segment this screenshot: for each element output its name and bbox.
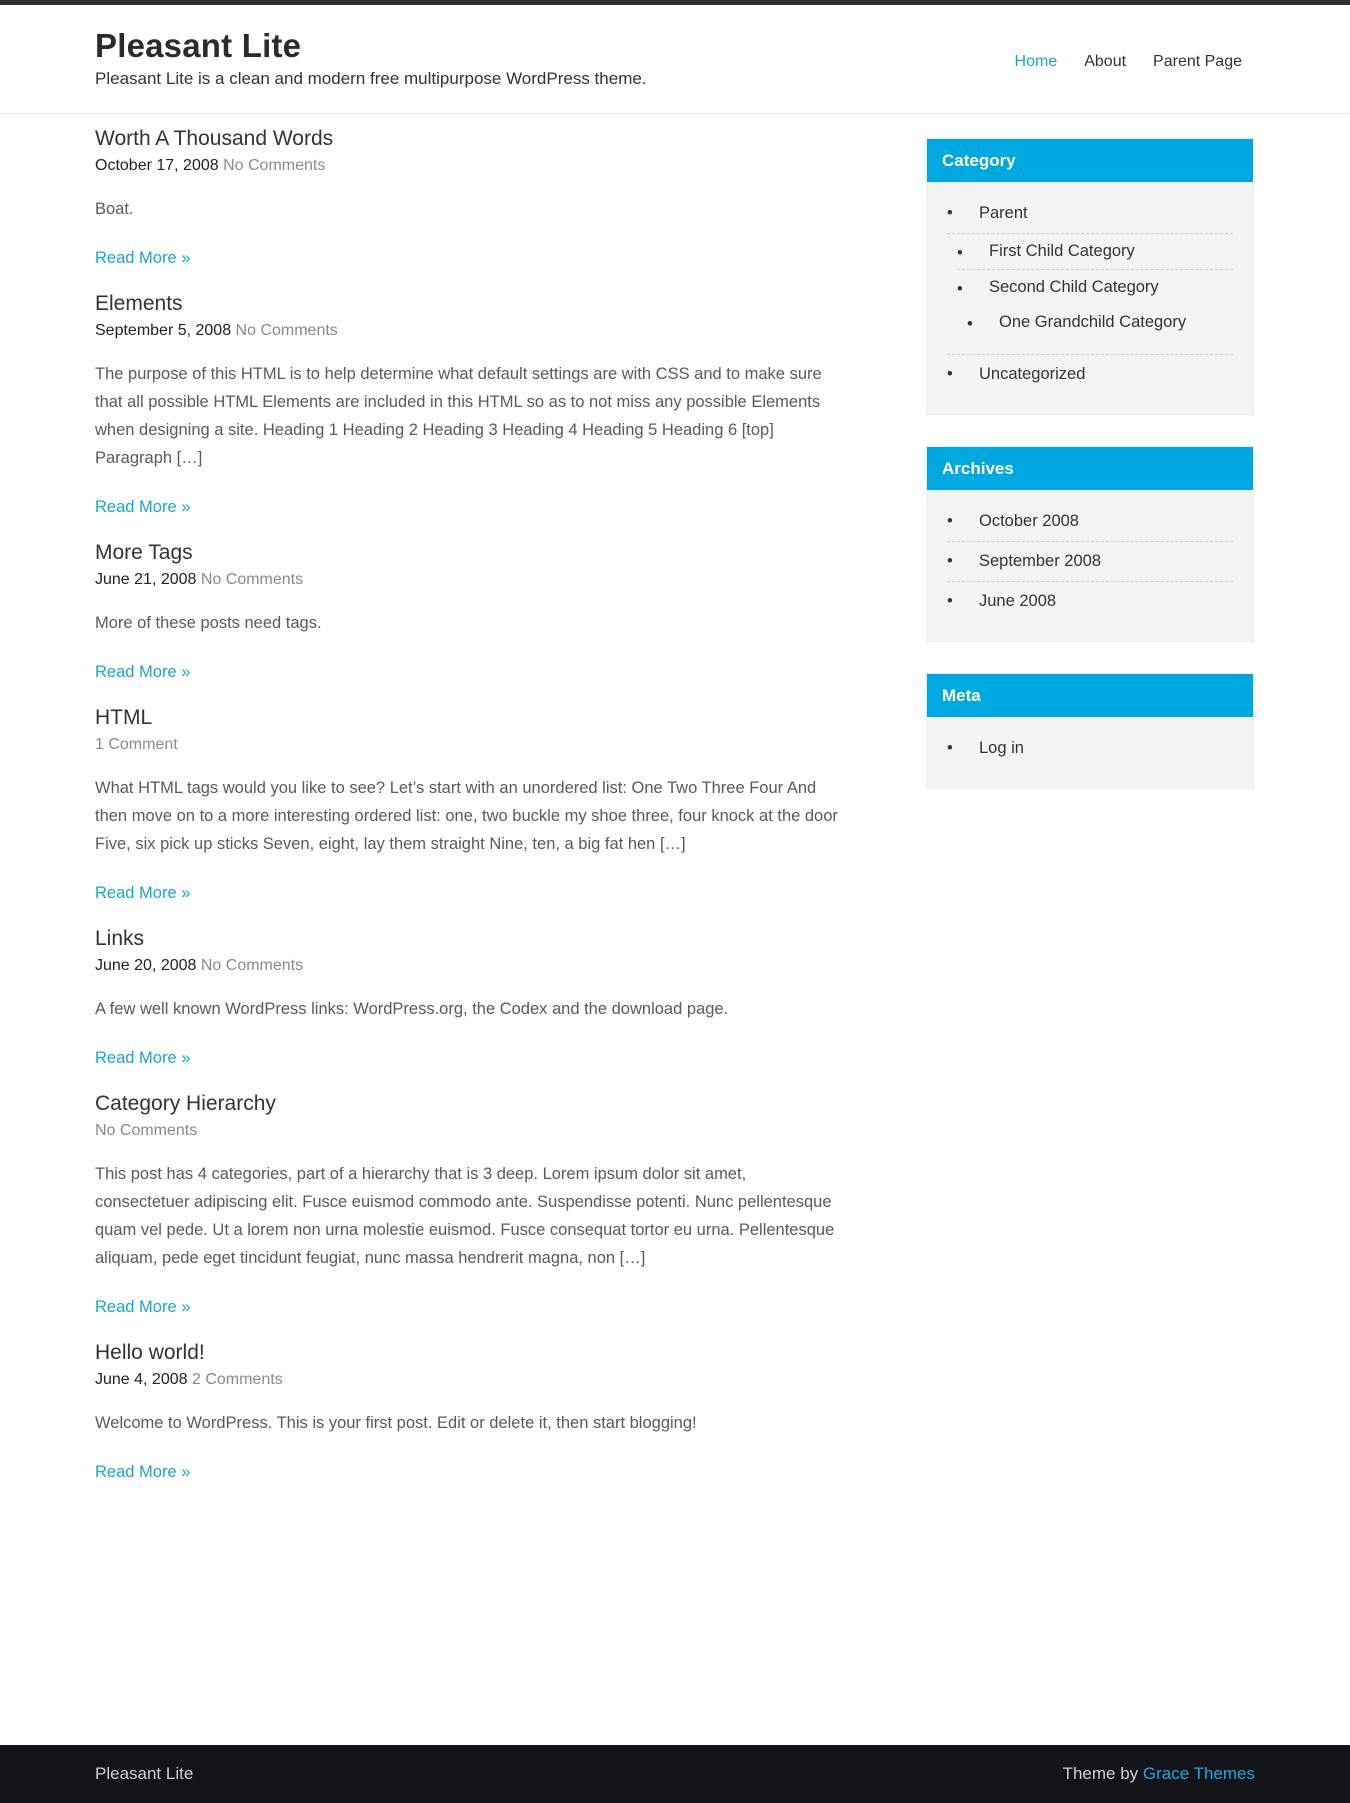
post-excerpt: This post has 4 categories, part of a hierarchy that is 3 deep. Lorem ipsum dolor sit amet, consectetuer adipiscing elit. Fusce euismod commodo ante. Suspendisse potenti. Nunc pellentesque quam vel pede. Ut a lorem non urna molestie euismod. Fusce consequat tortor eu urna. Pellentesque aliquam, pede eget tincidunt feugiat, nunc massa hendrerit magna, non […] (95, 1165, 835, 1267)
post-excerpt: What HTML tags would you like to see? Let’s start with an unordered list: One Two Three Four And then move on to a more interesting ordered list: one, two buckle my shoe three, four knock at the door Five, six pick up sticks Seven, eight, lay them straight Nine, ten, a big fat hen […] (95, 779, 838, 853)
post-meta (95, 320, 840, 342)
post-title-link[interactable]: Category Hierarchy (95, 1092, 276, 1115)
post-date: June 21, 2008 (95, 571, 201, 588)
category-item-second-child (957, 270, 1233, 340)
footer-site-name: Pleasant Lite (95, 1764, 194, 1783)
site-description: Pleasant Lite is a clean and modern free multipurpose WordPress theme. (95, 69, 647, 88)
category-list (927, 182, 1253, 414)
post-meta (95, 734, 840, 756)
post-item (95, 704, 840, 903)
archive-link[interactable]: June 2008 (979, 592, 1057, 610)
read-more-link[interactable]: Read More » (95, 1298, 191, 1316)
category-link-uncategorized[interactable]: Uncategorized (979, 365, 1086, 383)
category-item-first-child (957, 234, 1233, 270)
category-grandchildren (957, 305, 1233, 340)
post-item (95, 1090, 840, 1317)
post-comments-link[interactable]: No Comments (95, 1122, 198, 1139)
meta-list (927, 717, 1253, 788)
post-date: October 17, 2008 (95, 157, 224, 174)
category-link-first-child[interactable]: First Child Category (989, 242, 1135, 260)
meta-row (947, 729, 1233, 768)
post-comments-link[interactable]: No Comments (200, 571, 304, 588)
archive-item (947, 542, 1233, 582)
archives-list (927, 490, 1253, 641)
category-row (957, 270, 1233, 305)
post-meta (95, 1369, 840, 1391)
post-date: September 5, 2008 (95, 322, 236, 339)
footer-theme-link[interactable]: Grace Themes (1142, 1764, 1255, 1783)
meta-widget (926, 673, 1254, 789)
post-comments-link[interactable]: No Comments (200, 957, 304, 974)
category-row (947, 194, 1233, 234)
post-excerpt: A few well known WordPress links: WordPress.org, the Codex and the download page. (95, 1000, 729, 1018)
category-item-parent (947, 194, 1233, 340)
post-list (95, 125, 840, 1504)
archives-widget (926, 446, 1254, 642)
post-title-link[interactable]: Links (95, 927, 145, 950)
read-more-link[interactable]: Read More » (95, 1049, 191, 1067)
widget-title: Meta (927, 674, 1253, 717)
read-more-link[interactable]: Read More » (95, 1463, 191, 1481)
post-item (95, 290, 840, 517)
site-footer (0, 1745, 1350, 1803)
category-children (947, 234, 1233, 340)
post-excerpt: Welcome to WordPress. This is your first post. Edit or delete it, then start blogging! (95, 1414, 697, 1432)
archive-row (947, 542, 1233, 582)
category-item-uncategorized (947, 354, 1233, 394)
meta-item (947, 729, 1233, 768)
post-excerpt: Boat. (95, 200, 134, 218)
read-more-link[interactable]: Read More » (95, 249, 191, 267)
login-link[interactable]: Log in (979, 739, 1024, 757)
site-title-link[interactable]: Pleasant Lite (95, 27, 302, 64)
site-header (0, 5, 1350, 114)
post-title-link[interactable]: More Tags (95, 541, 193, 564)
post-date: June 20, 2008 (95, 957, 201, 974)
main-navigation (988, 53, 1242, 71)
footer-credit (1063, 1764, 1255, 1784)
nav-home[interactable]: Home (1014, 53, 1058, 70)
archive-row (947, 502, 1233, 542)
post-excerpt: More of these posts need tags. (95, 614, 322, 632)
post-item (95, 125, 840, 268)
archive-item (947, 502, 1233, 542)
category-link-grandchild[interactable]: One Grandchild Category (999, 313, 1187, 331)
post-item (95, 925, 840, 1068)
post-comments-link[interactable]: 2 Comments (191, 1371, 283, 1388)
read-more-link[interactable]: Read More » (95, 884, 191, 902)
post-title-link[interactable]: HTML (95, 706, 153, 729)
post-excerpt: The purpose of this HTML is to help determine what default settings are with CSS and to make sure that all possible HTML Elements are included in this HTML so as to not miss any possible Elements when designing a site. Heading 1 Heading 2 Heading 3 Heading 4 Heading 5 Heading 6 [top] Paragraph […] (95, 365, 822, 467)
nav-parent-page[interactable]: Parent Page (1153, 53, 1242, 70)
category-row (947, 355, 1233, 394)
category-row (967, 305, 1233, 340)
category-link-parent[interactable]: Parent (979, 204, 1028, 222)
post-item (95, 1339, 840, 1482)
archive-link[interactable]: October 2008 (979, 512, 1079, 530)
category-widget (926, 138, 1254, 415)
post-title-link[interactable]: Elements (95, 292, 183, 315)
post-title-link[interactable]: Worth A Thousand Words (95, 127, 334, 150)
post-date: June 4, 2008 (95, 1371, 192, 1388)
post-comments-link[interactable]: No Comments (223, 157, 326, 174)
sidebar (926, 138, 1254, 820)
widget-title: Archives (927, 447, 1253, 490)
archive-link[interactable]: September 2008 (979, 552, 1102, 570)
post-title-link[interactable]: Hello world! (95, 1341, 205, 1364)
post-meta (95, 1120, 840, 1142)
post-item (95, 539, 840, 682)
archive-item (947, 582, 1233, 621)
post-meta (95, 955, 840, 977)
footer-theme-by: Theme by (1062, 1764, 1143, 1783)
post-meta (95, 569, 840, 591)
read-more-link[interactable]: Read More » (95, 663, 191, 681)
post-comments-link[interactable]: 1 Comment (95, 736, 178, 753)
category-row (957, 234, 1233, 270)
post-meta (95, 155, 840, 177)
post-comments-link[interactable]: No Comments (235, 322, 338, 339)
archive-row (947, 582, 1233, 621)
category-item-grandchild (967, 305, 1233, 340)
widget-title: Category (927, 139, 1253, 182)
category-link-second-child[interactable]: Second Child Category (989, 278, 1159, 296)
nav-about[interactable]: About (1084, 53, 1127, 70)
read-more-link[interactable]: Read More » (95, 498, 191, 516)
